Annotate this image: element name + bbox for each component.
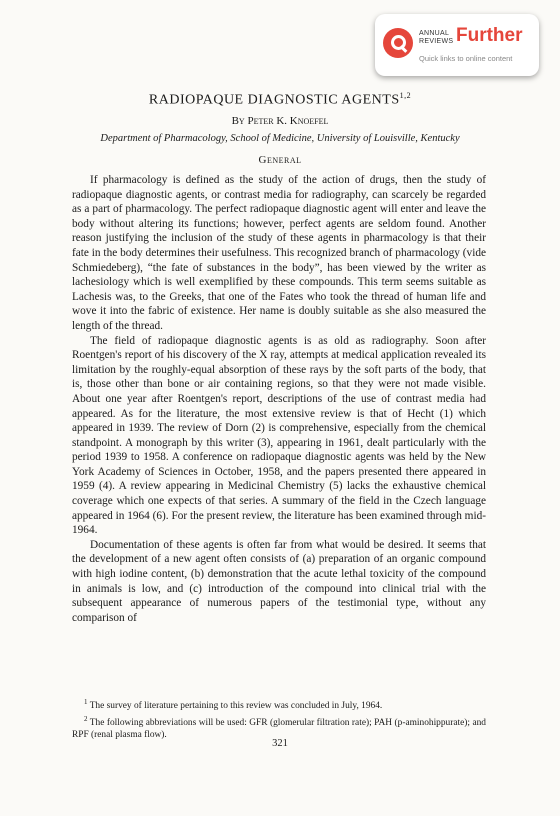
- further-badge[interactable]: [375, 14, 539, 76]
- paragraph: Documentation of these agents is often far from what would be desired. It seems that the development of a new agent often consists of (a) preparation of an organic compound with high iodine content, (b) demonstration that the acute lethal toxicity of the compound in animals is low, and (c) introduction of the compound into clinical trial with the subsequent appearance of numerous papers of the testimonial type, without any comparison of: [72, 538, 486, 624]
- body-text: [72, 173, 486, 625]
- article-title: RADIOPAQUE DIAGNOSTIC AGENTS$^{1,2}$: [148, 91, 412, 108]
- search-icon: [383, 28, 413, 58]
- author-line: [0, 115, 560, 127]
- page-number: 321: [272, 738, 288, 749]
- further-subtitle: Quick links to online content: [419, 54, 513, 63]
- footnote: $^2$ The following abbreviations will be used: GFR (glomerular filtration rate); PAH (p-aminohippurate); and RPF (renal plasma flow).: [72, 714, 486, 741]
- section-heading: General: [258, 154, 302, 166]
- title-footnote-marks: 1,2: [399, 91, 412, 100]
- footnote: $^1$ The survey of literature pertaining to this review was concluded in July, 1964.: [84, 698, 383, 712]
- affiliation: Department of Pharmacology, School of Medicine, University of Louisville, Kentucky: [100, 133, 460, 144]
- paragraph: The field of radiopaque diagnostic agents is as old as radiography. Soon after Roentgen's report of his discovery of the X ray, attempts at medical application revealed its limitation by the roughly-equal absorption of these rays by the soft parts of the body, that is, those other than bone or air containing regions, so that they were not made visible. About one year after Roentgen's report, descriptions of the use of contrast media had appeared. As for the literature, the most extensive review is that of Hecht (1) which appeared in 1939. The review of Dorn (2) is comprehensive, especially from the chemical standpoint. A monograph by this writer (3), appearing in 1961, dealt particularly with the period 1939 to 1958. A conference on radiopaque diagnostic agents was held by the New York Academy of Sciences in October, 1958, and the papers presented there appeared in 1959 (4). A review appearing in Medicinal Chemistry (5) lacks the exhaustive chemical coverage which one expects of that series. A summary of the field in the Czech language appeared in 1964 (6). For the present review, the literature has been examined through mid-1964.: [72, 334, 486, 537]
- paragraph: If pharmacology is defined as the study of the action of drugs, then the study of radiopaque diagnostic agents, or contrast media for radiography, can scarcely be regarded as a part of pharmacology. The perfect radiopaque diagnostic agent will enter and leave the body without altering its functions; however, perfect agents are seldom found. Another reason justifying the inclusion of the study of these agents in pharmacology is that their fate in the body determines their usefulness. This recognized branch of pharmacology (vide Schmiedeberg), “the fate of substances in the body”, has been viewed by the writer as lachesiology which is well exemplified by these compounds. This term seems suitable as Lachesis was, to the Greeks, that one of the Fates who took the thread of human life and wove it into the fabric of existence. Her name is doubly suitable as she also measured the length of the thread.: [72, 174, 486, 332]
- annual-reviews-logo: ANNUAL REVIEWS: [419, 30, 454, 45]
- further-label: Further: [456, 25, 523, 46]
- author-name: Peter K. Knoefel: [247, 115, 329, 127]
- author-by: By: [231, 115, 245, 127]
- footnotes: [72, 696, 486, 741]
